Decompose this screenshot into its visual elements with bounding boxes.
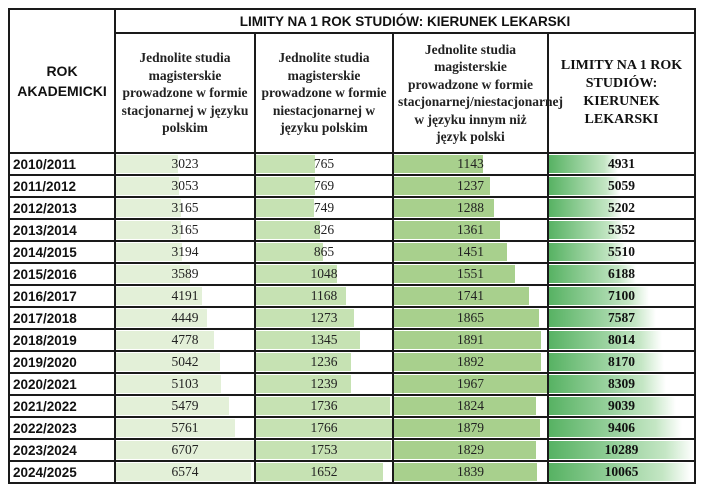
value-cell [255,307,393,329]
value-text: 5510 [608,244,635,259]
value-text: 5103 [171,376,199,391]
column-header-part-time-polish: Jednolite studia magisterskie prowadzone w formie niestacjonarnej w języku polskim [255,33,393,153]
value-text: 865 [313,244,335,259]
value-cell [255,395,393,417]
limits-table [8,8,696,484]
value-cell [115,219,255,241]
value-text: 8170 [608,354,635,369]
table-row [9,285,695,307]
year-cell: 2022/2023 [9,417,115,439]
value-text: 7587 [608,310,635,325]
table-row [9,395,695,417]
value-text: 4449 [171,310,199,325]
table-row [9,175,695,197]
value-cell [393,373,548,395]
value-text: 1829 [457,442,484,457]
value-text: 5059 [608,178,635,193]
value-text: 5042 [171,354,199,369]
value-cell [393,197,548,219]
value-text: 749 [313,200,335,215]
value-text: 765 [313,156,335,171]
value-text: 4931 [608,156,635,171]
value-text: 3165 [171,200,199,215]
column-header-full-time-polish: Jednolite studia magisterskie prowadzone w formie stacjonarnej w języku polskim [115,33,255,153]
value-text: 1237 [457,178,484,193]
value-text: 1967 [457,376,484,391]
value-text: 1143 [457,156,484,171]
value-cell [393,307,548,329]
table-row [9,461,695,483]
value-cell [393,241,548,263]
value-text: 3194 [171,244,199,259]
value-text: 5761 [171,420,199,435]
total-limit-cell [548,395,695,417]
table-row [9,417,695,439]
value-text: 1361 [457,222,484,237]
value-cell [393,285,548,307]
value-cell [255,241,393,263]
total-limit-cell [548,373,695,395]
value-text: 9406 [608,420,635,435]
value-text: 1879 [457,420,484,435]
table-row [9,219,695,241]
column-header-foreign-language: Jednolite studia magisterskie prowadzone w formie stacjonarnej/niestacjonarnej w języku innym niż język polski [393,33,548,153]
year-cell: 2012/2013 [9,197,115,219]
value-text: 769 [313,178,335,193]
total-limit-cell [548,241,695,263]
value-text: 1048 [310,266,338,281]
value-text: 1891 [457,332,484,347]
table-row [9,197,695,219]
value-cell [393,461,548,483]
value-text: 1766 [310,420,338,435]
total-limit-cell [548,351,695,373]
value-text: 5202 [608,200,635,215]
table-row [9,329,695,351]
value-cell [393,153,548,175]
year-cell: 2013/2014 [9,219,115,241]
value-text: 1239 [310,376,338,391]
year-cell: 2019/2020 [9,351,115,373]
value-cell [255,461,393,483]
year-cell: 2023/2024 [9,439,115,461]
total-limit-cell [548,285,695,307]
value-cell [115,417,255,439]
value-cell [115,439,255,461]
value-cell [393,351,548,373]
year-cell: 2018/2019 [9,329,115,351]
table-row [9,351,695,373]
year-cell: 2021/2022 [9,395,115,417]
value-text: 7100 [608,288,635,303]
total-limit-cell [548,153,695,175]
value-text: 1736 [310,398,338,413]
year-cell: 2020/2021 [9,373,115,395]
value-text: 1741 [457,288,484,303]
value-text: 3589 [171,266,199,281]
value-text: 1824 [457,398,484,413]
table-row [9,439,695,461]
value-cell [115,175,255,197]
value-text: 3165 [171,222,199,237]
table-body [9,153,695,483]
total-limit-cell [548,329,695,351]
value-cell [115,329,255,351]
value-text: 1753 [310,442,338,457]
value-text: 5479 [171,398,199,413]
value-cell [115,197,255,219]
value-cell [255,439,393,461]
value-text: 4778 [171,332,199,347]
value-cell [393,439,548,461]
value-cell [115,241,255,263]
value-cell [255,373,393,395]
value-text: 1345 [310,332,338,347]
value-cell [255,329,393,351]
value-cell [115,351,255,373]
value-text: 8014 [608,332,635,347]
table-row [9,307,695,329]
year-cell: 2016/2017 [9,285,115,307]
value-cell [393,417,548,439]
total-limit-cell [548,219,695,241]
year-header: ROK AKADEMICKI [9,9,115,153]
value-cell [255,351,393,373]
value-cell [255,175,393,197]
value-text: 8309 [608,376,635,391]
value-text: 6707 [171,442,199,457]
table-row [9,263,695,285]
value-text: 10289 [604,442,639,457]
value-cell [255,197,393,219]
value-cell [115,263,255,285]
value-cell [115,373,255,395]
value-cell [255,285,393,307]
year-cell: 2024/2025 [9,461,115,483]
value-cell [255,417,393,439]
value-text: 1236 [310,354,338,369]
value-cell [115,153,255,175]
year-cell: 2011/2012 [9,175,115,197]
value-cell [393,329,548,351]
value-text: 1168 [310,288,338,303]
value-text: 6574 [171,464,199,479]
year-cell: 2015/2016 [9,263,115,285]
year-cell: 2010/2011 [9,153,115,175]
value-text: 1551 [457,266,484,281]
year-cell: 2014/2015 [9,241,115,263]
value-cell [255,219,393,241]
value-text: 1652 [310,464,338,479]
value-text: 1839 [457,464,484,479]
value-cell [393,263,548,285]
value-cell [115,285,255,307]
value-text: 1288 [457,200,484,215]
value-text: 6188 [608,266,635,281]
value-text: 10065 [604,464,639,479]
year-cell: 2017/2018 [9,307,115,329]
table-title: LIMITY NA 1 ROK STUDIÓW: KIERUNEK LEKARSKI [115,9,695,33]
total-limit-cell [548,439,695,461]
value-text: 3053 [171,178,199,193]
value-text: 1273 [310,310,338,325]
total-limit-cell [548,307,695,329]
table-row [9,153,695,175]
total-limit-cell [548,175,695,197]
value-text: 9039 [608,398,635,413]
value-cell [393,395,548,417]
total-limit-cell [548,197,695,219]
value-text: 4191 [171,288,199,303]
total-limit-cell [548,417,695,439]
value-text: 1892 [457,354,484,369]
value-cell [393,175,548,197]
value-text: 1451 [457,244,484,259]
value-cell [255,153,393,175]
value-cell [115,307,255,329]
total-limit-cell [548,263,695,285]
total-limit-cell [548,461,695,483]
value-text: 1865 [457,310,484,325]
column-header-total-limits: LIMITY NA 1 ROK STUDIÓW: KIERUNEK LEKARSKI [548,33,695,153]
value-text: 5352 [608,222,635,237]
value-cell [115,461,255,483]
value-text: 826 [313,222,335,237]
value-cell [393,219,548,241]
value-cell [255,263,393,285]
table-row [9,373,695,395]
table-row [9,241,695,263]
value-text: 3023 [171,156,199,171]
value-cell [115,395,255,417]
